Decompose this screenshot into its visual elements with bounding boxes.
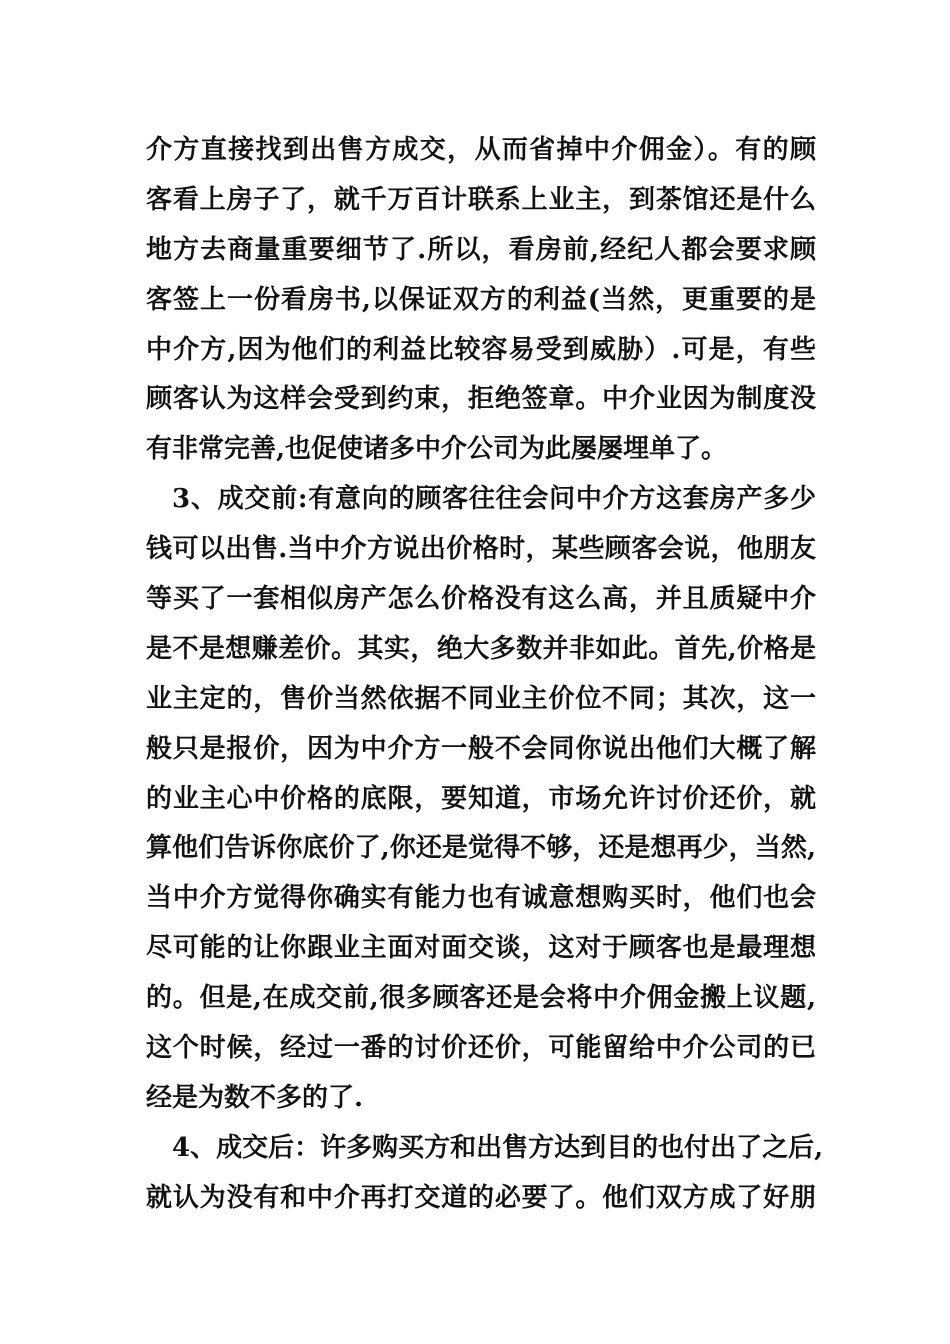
text-line: 业主定的，售价当然依据不同业主价位不同；其次，这一 <box>146 683 816 714</box>
text-line: 客签上一份看房书,以保证双方的利益(当然，更重要的是 <box>146 284 816 315</box>
text-line: 当中介方觉得你确实有能力也有诚意想购买时，他们也会 <box>146 883 816 914</box>
text-line: 尽可能的让你跟业主面对面交谈，这对于顾客也是最理想 <box>146 933 816 964</box>
text-line: 等买了一套相似房产怎么价格没有这么高，并且质疑中介 <box>146 584 816 615</box>
text-line: 钱可以出售.当中介方说出价格时，某些顾客会说，他朋友 <box>146 534 816 565</box>
text-line: 的业主心中价格的底限，要知道，市场允许讨价还价，就 <box>146 783 816 814</box>
paragraph-before-deal <box>146 475 816 1124</box>
text-line: 4、成交后：许多购买方和出售方达到目的也付出了之后, <box>172 1132 824 1163</box>
text-line: 算他们告诉你底价了,你还是觉得不够，还是想再少，当然, <box>146 833 816 864</box>
text-line: 是不是想赚差价。其实，绝大多数并非如此。首先,价格是 <box>146 633 816 664</box>
text-line: 就认为没有和中介再打交道的必要了。他们双方成了好朋 <box>146 1182 816 1213</box>
paragraph-after-deal <box>146 1124 824 1224</box>
text-line: 地方去商量重要细节了.所以，看房前,经纪人都会要求顾 <box>146 234 816 265</box>
text-line: 介方直接找到出售方成交，从而省掉中介佣金）。有的顾 <box>146 135 816 165</box>
paragraph-commission-avoidance <box>146 126 816 475</box>
text-line: 有非常完善,也促使诸多中介公司为此屡屡埋单了。 <box>146 434 728 465</box>
text-line: 这个时候，经过一番的讨价还价，可能留给中介公司的已 <box>146 1033 816 1064</box>
text-line: 经是为数不多的了. <box>146 1082 364 1113</box>
text-line: 顾客认为这样会受到约束，拒绝签章。中介业因为制度没 <box>146 384 816 415</box>
text-line: 客看上房子了，就千万百计联系上业主，到茶馆还是什么 <box>146 184 816 215</box>
text-line: 的。但是,在成交前,很多顾客还是会将中介佣金搬上议题, <box>146 983 816 1014</box>
body-text <box>146 126 824 1224</box>
text-line: 3、成交前:有意向的顾客往往会问中介方这套房产多少 <box>172 484 816 515</box>
text-line: 般只是报价，因为中介方一般不会同你说出他们大概了解 <box>146 733 816 764</box>
text-line: 中介方,因为他们的利益比较容易受到威胁）.可是，有些 <box>146 334 816 365</box>
